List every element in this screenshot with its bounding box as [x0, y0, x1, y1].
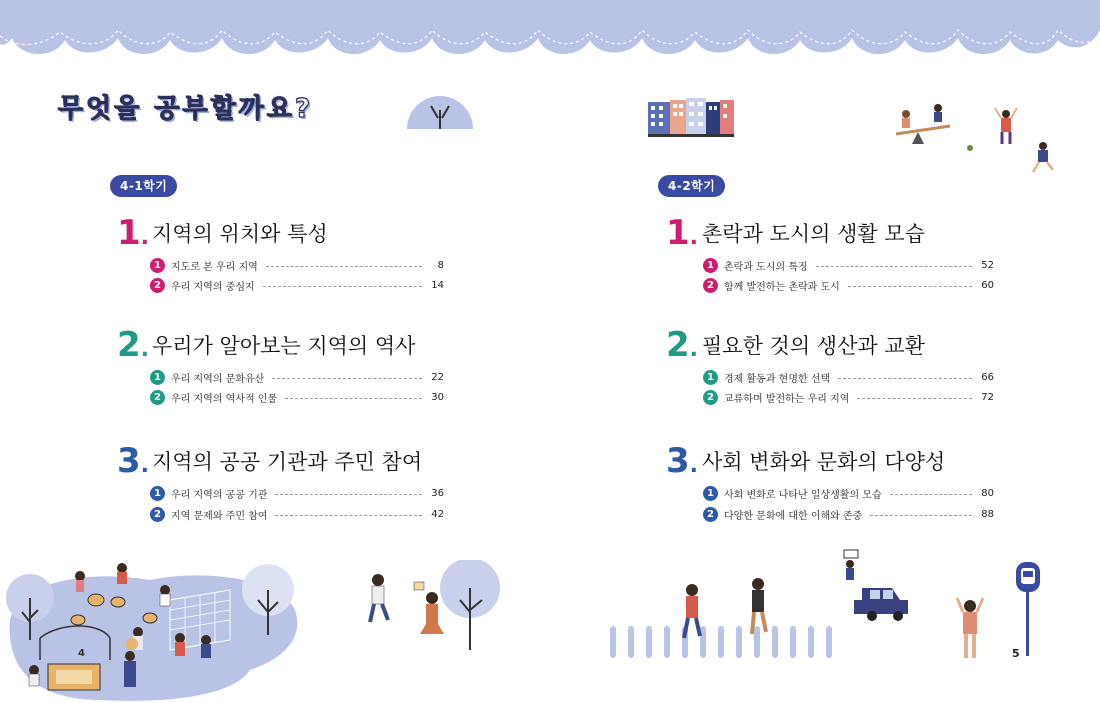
- item-number-badge: 2: [703, 390, 718, 405]
- toc-item[interactable]: [703, 506, 994, 522]
- dotted-leader: [816, 266, 972, 267]
- item-number-badge: 1: [703, 258, 718, 273]
- toc-page-number: 30: [431, 391, 444, 403]
- unit-number: 2.: [117, 325, 150, 365]
- unit-number: 1.: [117, 213, 150, 253]
- page-title: 무엇을 공부할까요?: [58, 94, 314, 124]
- toc-item[interactable]: [703, 277, 994, 293]
- cloud-border: [0, 0, 1100, 62]
- toc-item[interactable]: [150, 277, 444, 293]
- dotted-leader: [285, 398, 422, 399]
- toc-item-label: 우리 지역의 역사적 인물: [171, 393, 278, 405]
- toc-page-number: 22: [431, 371, 444, 383]
- item-number-badge: 2: [150, 390, 165, 405]
- item-number-badge: 2: [703, 278, 718, 293]
- toc-item[interactable]: [150, 389, 444, 405]
- item-number-badge: 1: [703, 486, 718, 501]
- toc-page-number: 88: [981, 508, 994, 520]
- tree-illustration: [407, 96, 473, 130]
- sandbox-number: 4: [78, 648, 85, 659]
- toc-item-label: 촌락과 도시의 특징: [724, 261, 808, 273]
- toc-page-number: 72: [981, 391, 994, 403]
- unit-title: 우리가 알아보는 지역의 역사: [152, 334, 416, 358]
- toc-page-number: 42: [431, 508, 444, 520]
- unit-title: 필요한 것의 생산과 교환: [702, 334, 925, 358]
- toc-page-number: 80: [981, 487, 994, 499]
- item-number-badge: 1: [150, 258, 165, 273]
- unit-title: 지역의 공공 기관과 주민 참여: [152, 450, 423, 474]
- toc-page-number: 8: [437, 259, 444, 271]
- dotted-leader: [870, 515, 972, 516]
- dotted-leader: [272, 378, 422, 379]
- toc-page-number: 52: [981, 259, 994, 271]
- item-number-badge: 2: [150, 507, 165, 522]
- dotted-leader: [263, 286, 422, 287]
- toc-item[interactable]: [150, 506, 444, 522]
- dotted-leader: [890, 494, 972, 495]
- semester-badge: 4-1학기: [110, 175, 177, 197]
- item-number-badge: 2: [150, 278, 165, 293]
- item-number-badge: 1: [150, 370, 165, 385]
- dotted-leader: [275, 494, 422, 495]
- street-illustration: [600, 548, 1100, 703]
- item-number-badge: 1: [703, 370, 718, 385]
- toc-item-label: 교류하며 발전하는 우리 지역: [724, 393, 850, 405]
- toc-item-label: 우리 지역의 공공 기관: [171, 489, 268, 501]
- unit-title: 지역의 위치와 특성: [152, 222, 328, 246]
- unit-number: 1.: [666, 213, 699, 253]
- toc-page-number: 14: [431, 279, 444, 291]
- unit-title: 촌락과 도시의 생활 모습: [702, 222, 925, 246]
- toc-page-number: 36: [431, 487, 444, 499]
- toc-item[interactable]: [703, 485, 994, 501]
- toc-page-number: 60: [981, 279, 994, 291]
- unit-number: 2.: [666, 325, 699, 365]
- toc-item-label: 함께 발전하는 촌락과 도시: [724, 281, 840, 293]
- buildings-illustration: [648, 98, 734, 138]
- toc-item-label: 다양한 문화에 대한 이해와 존중: [724, 510, 863, 522]
- toc-item[interactable]: [150, 257, 444, 273]
- unit-number: 3.: [666, 441, 699, 481]
- dotted-leader: [838, 378, 972, 379]
- toc-item-label: 경제 활동과 현명한 선택: [724, 373, 831, 385]
- dotted-leader: [275, 515, 422, 516]
- unit-number: 3.: [117, 441, 150, 481]
- toc-item[interactable]: [150, 369, 444, 385]
- unit-title: 사회 변화와 문화의 다양성: [702, 450, 946, 474]
- item-number-badge: 1: [150, 486, 165, 501]
- toc-item[interactable]: [703, 257, 994, 273]
- dotted-leader: [848, 286, 972, 287]
- toc-item-label: 지도로 본 우리 지역: [171, 261, 258, 273]
- kids-walking-illustration: [350, 560, 510, 660]
- toc-item-label: 우리 지역의 문화유산: [171, 373, 265, 385]
- kids-playing-illustration: [888, 104, 1068, 188]
- toc-item-label: 우리 지역의 중심지: [171, 281, 255, 293]
- page-number: 5: [1012, 647, 1020, 660]
- dotted-leader: [857, 398, 972, 399]
- toc-item-label: 지역 문제와 주민 참여: [171, 510, 268, 522]
- item-number-badge: 2: [703, 507, 718, 522]
- toc-item[interactable]: [703, 389, 994, 405]
- toc-item[interactable]: [703, 369, 994, 385]
- toc-item-label: 사회 변화로 나타난 일상생활의 모습: [724, 489, 882, 501]
- toc-page-number: 66: [981, 371, 994, 383]
- toc-item[interactable]: [150, 485, 444, 501]
- playground-illustration: [0, 560, 310, 703]
- semester-badge: 4-2학기: [658, 175, 725, 197]
- dotted-leader: [266, 266, 422, 267]
